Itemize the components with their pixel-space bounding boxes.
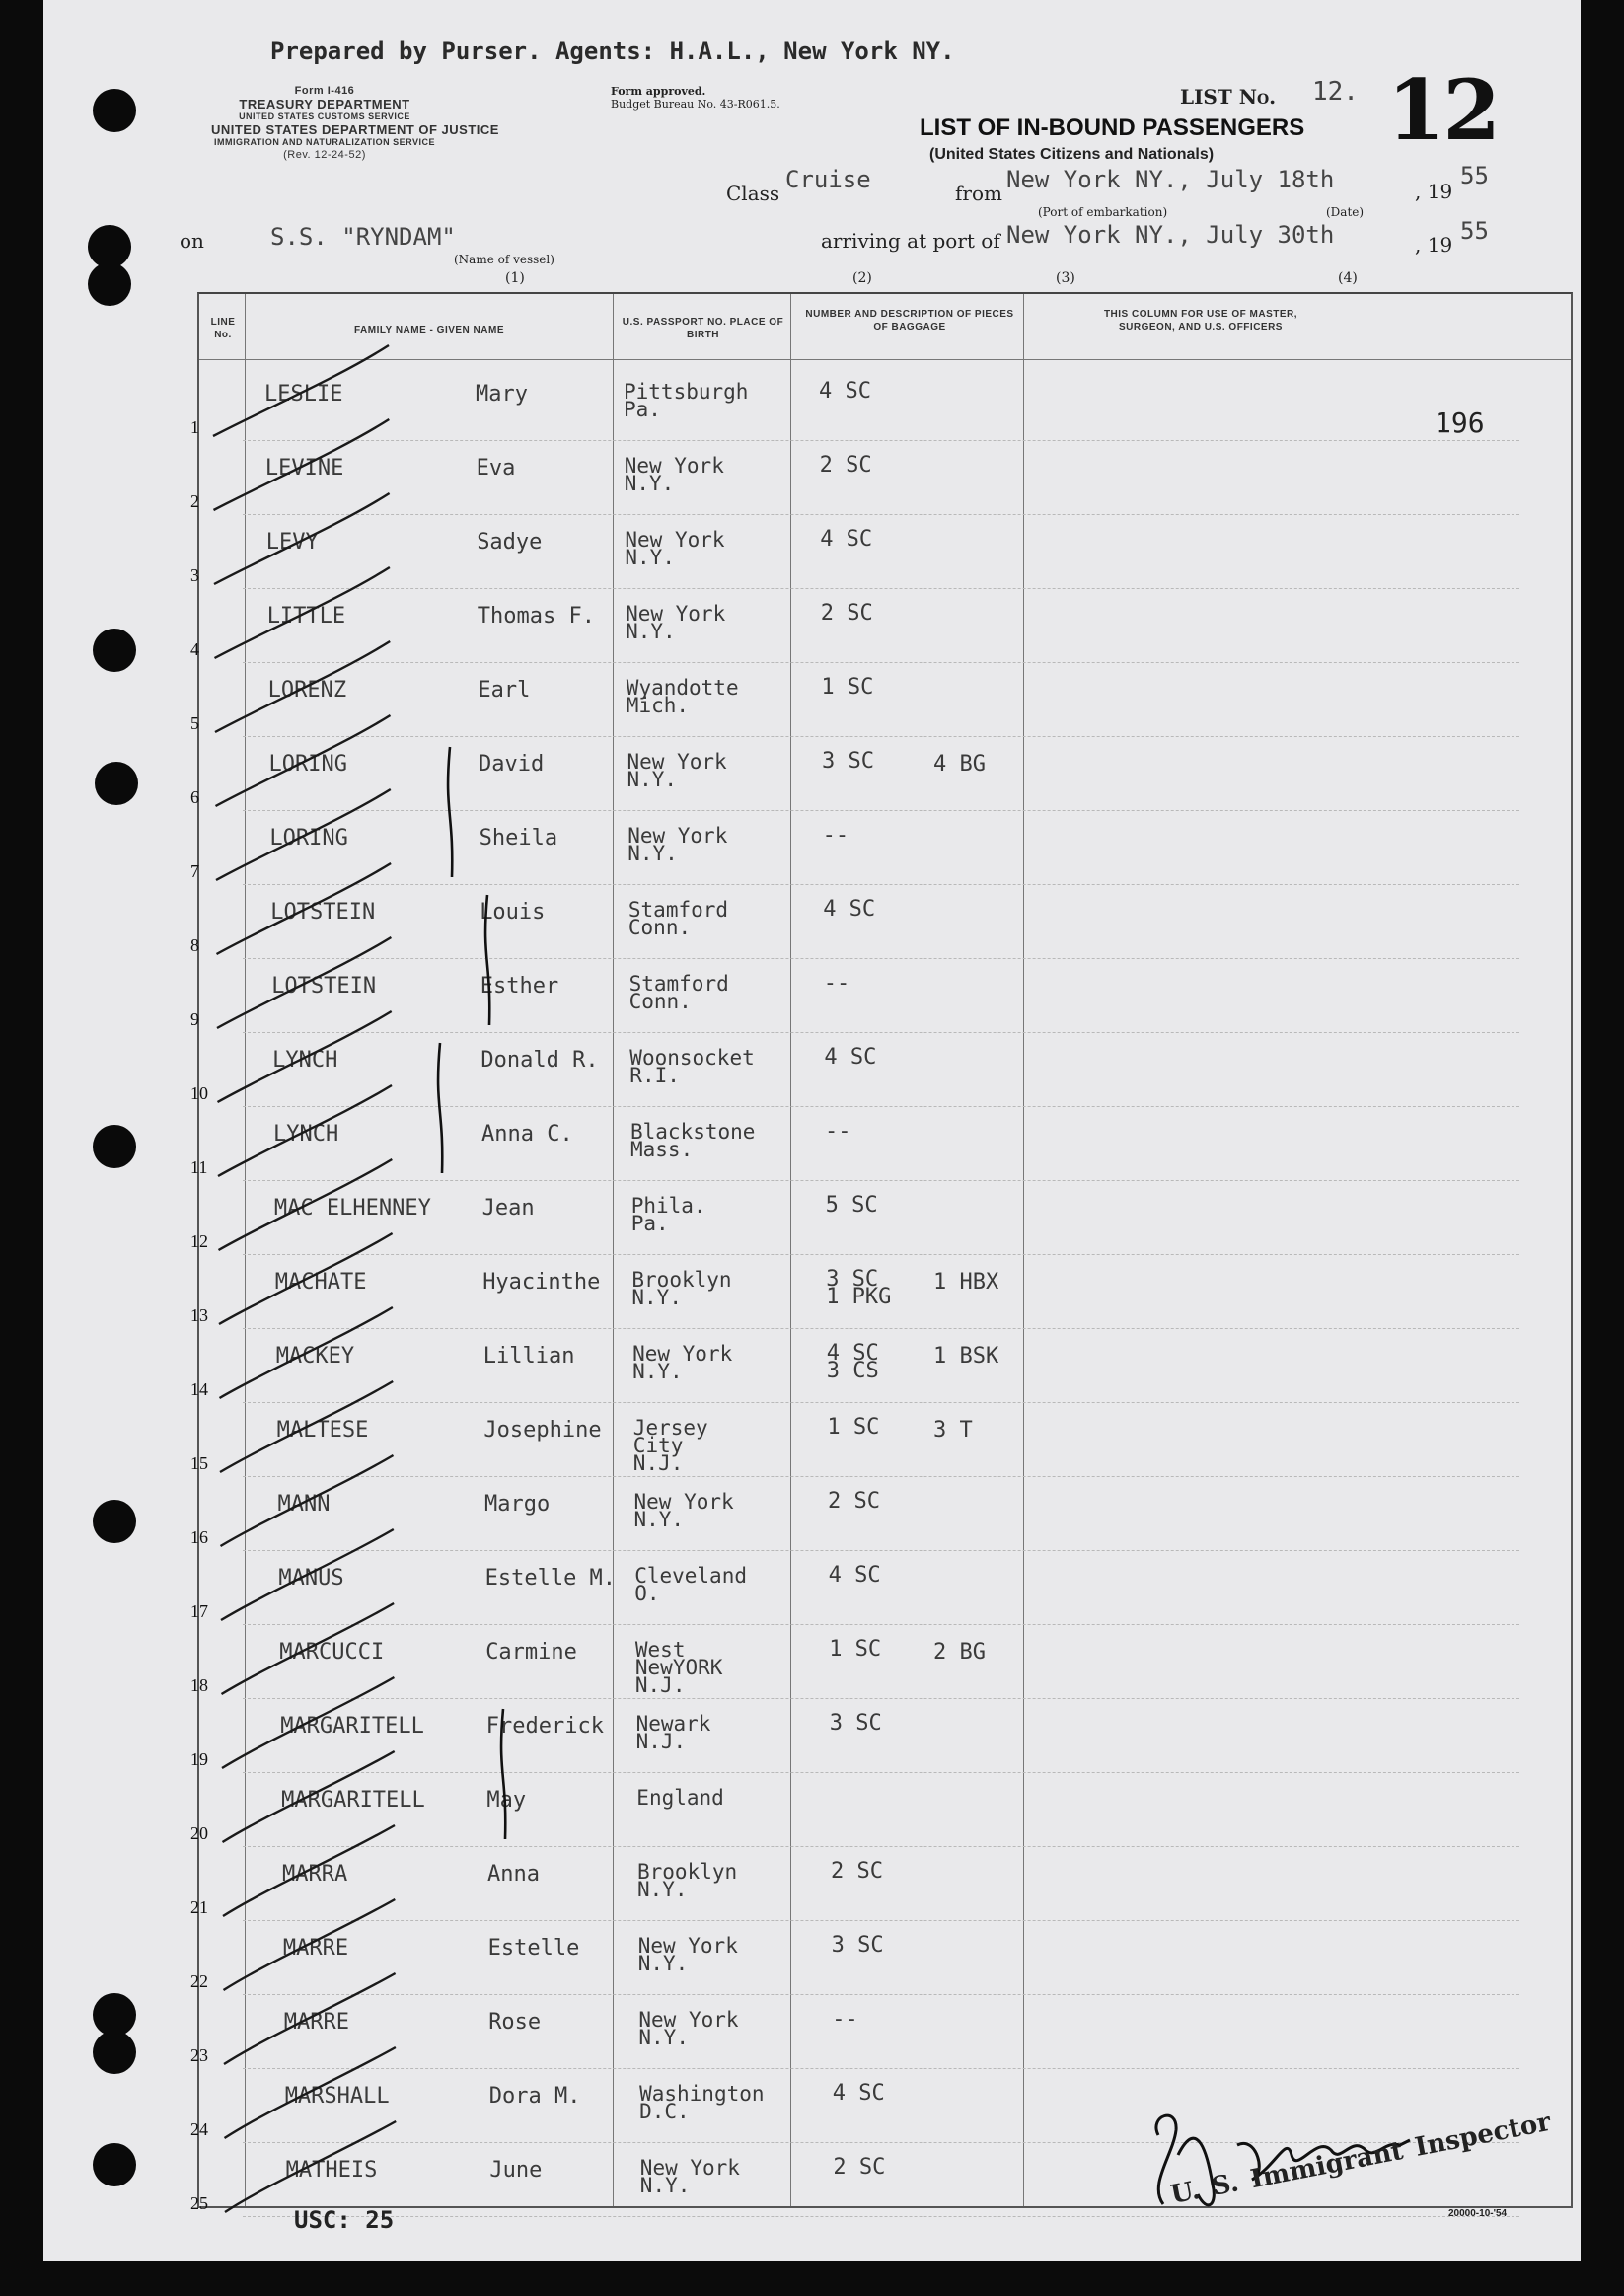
budget-label: Budget Bureau No. 43-R061.5. bbox=[611, 98, 780, 111]
check-mark bbox=[222, 1677, 394, 1768]
given-name: May bbox=[486, 1788, 527, 1813]
baggage-primary: 2 SC bbox=[819, 453, 872, 478]
given-name: Sadye bbox=[477, 530, 543, 555]
family-name: LORENZ bbox=[267, 678, 347, 703]
given-name: David bbox=[479, 752, 545, 777]
baggage-primary: -- bbox=[823, 971, 850, 996]
family-name: LESLIE bbox=[264, 382, 343, 407]
line-number: 15 bbox=[190, 1453, 208, 1473]
baggage-secondary: 4 BG bbox=[933, 752, 986, 777]
place-of-birth: Pittsburgh Pa. bbox=[624, 380, 749, 421]
place-of-birth: New York N.Y. bbox=[625, 528, 725, 569]
column-header-name: FAMILY NAME - GIVEN NAME bbox=[353, 325, 504, 335]
baggage-primary: 4 SC bbox=[820, 527, 873, 552]
check-mark bbox=[216, 789, 391, 880]
list-no-label: LIST No. bbox=[1180, 85, 1277, 109]
given-name: Louis bbox=[480, 900, 546, 925]
stamped-list-number: 12 bbox=[1387, 61, 1499, 159]
line-number: 16 bbox=[190, 1527, 208, 1547]
place-of-birth: Newark N.J. bbox=[635, 1712, 711, 1753]
line-number: 4 bbox=[190, 639, 199, 659]
baggage-primary: 4 SC bbox=[823, 897, 876, 922]
place-of-birth: Brooklyn N.Y. bbox=[637, 1860, 738, 1901]
family-name: LYNCH bbox=[273, 1122, 339, 1147]
family-name: MARCUCCI bbox=[279, 1640, 385, 1665]
baggage-primary: 2 SC bbox=[831, 1859, 883, 1884]
given-name: Anna C. bbox=[481, 1122, 573, 1147]
column-number-1: (1) bbox=[505, 270, 525, 286]
column-number-4: (4) bbox=[1338, 270, 1358, 286]
document-page bbox=[43, 0, 1581, 2261]
justice-label: UNITED STATES DEPARTMENT OF JUSTICE bbox=[211, 122, 499, 137]
check-mark bbox=[225, 2047, 396, 2138]
line-number: 6 bbox=[190, 787, 199, 807]
check-mark bbox=[224, 1973, 396, 2064]
check-mark bbox=[222, 1603, 395, 1694]
baggage-primary: 2 SC bbox=[833, 2155, 886, 2180]
baggage-primary: -- bbox=[822, 823, 849, 848]
baggage-secondary: 2 BG bbox=[933, 1640, 986, 1665]
check-mark bbox=[215, 641, 390, 732]
check-mark bbox=[214, 493, 390, 584]
family-name: LORING bbox=[269, 826, 348, 851]
on-label: on bbox=[180, 229, 204, 253]
line-number: 18 bbox=[190, 1675, 208, 1695]
family-name: LOTSTEIN bbox=[270, 900, 376, 925]
given-name: Lillian bbox=[482, 1344, 575, 1369]
baggage-primary: 4 SC bbox=[819, 379, 871, 404]
family-name: LOTSTEIN bbox=[271, 974, 377, 999]
date-caption: (Date) bbox=[1326, 205, 1365, 219]
usc-count: USC: 25 bbox=[294, 2206, 395, 2234]
given-name: Estelle bbox=[487, 1936, 580, 1961]
check-mark bbox=[218, 1085, 392, 1176]
given-name: Sheila bbox=[479, 826, 558, 851]
family-name: MATHEIS bbox=[285, 2158, 378, 2183]
place-of-birth: Blackstone Mass. bbox=[630, 1120, 756, 1161]
check-mark bbox=[217, 937, 391, 1028]
place-of-birth: Wyandotte Mich. bbox=[626, 676, 739, 717]
column-number-3: (3) bbox=[1056, 270, 1075, 286]
customs-label: UNITED STATES CUSTOMS SERVICE bbox=[239, 111, 410, 121]
place-of-birth: New York N.Y. bbox=[632, 1342, 733, 1383]
line-number: 8 bbox=[190, 935, 199, 955]
line-number: 13 bbox=[190, 1305, 208, 1325]
officer-note: 196 bbox=[1435, 407, 1485, 439]
class-value: Cruise bbox=[785, 166, 871, 193]
place-of-birth: Stamford Conn. bbox=[628, 972, 729, 1013]
column-header-baggage: NUMBER AND DESCRIPTION OF PIECES OF BAGGAGE bbox=[805, 309, 1014, 333]
line-number: 3 bbox=[190, 565, 199, 585]
baggage-primary: -- bbox=[832, 2007, 858, 2032]
line-number: 17 bbox=[190, 1601, 208, 1621]
vessel-caption: (Name of vessel) bbox=[454, 253, 554, 266]
form-approved-label: Form approved. bbox=[611, 85, 706, 98]
baggage-primary: 4 SC bbox=[832, 2081, 885, 2106]
arrival-year: 55 bbox=[1460, 217, 1489, 245]
given-name: Anna bbox=[487, 1862, 540, 1887]
baggage-primary: 3 SC bbox=[822, 749, 874, 774]
check-mark bbox=[221, 1455, 394, 1546]
family-name: MANN bbox=[277, 1492, 331, 1517]
place-of-birth: Brooklyn N.Y. bbox=[631, 1268, 732, 1309]
place-of-birth: Woonsocket R.I. bbox=[629, 1046, 755, 1087]
given-name: Frederick bbox=[485, 1714, 605, 1739]
check-mark bbox=[218, 1011, 392, 1102]
check-mark bbox=[220, 1381, 393, 1472]
check-marks bbox=[43, 0, 1581, 2261]
baggage-secondary: 3 T bbox=[933, 1418, 973, 1443]
baggage-primary: -- bbox=[825, 1119, 851, 1144]
baggage-primary: 2 SC bbox=[820, 601, 873, 626]
list-no-value: 12. bbox=[1312, 77, 1359, 107]
place-of-birth: New York N.Y. bbox=[627, 750, 727, 791]
family-name: MACKEY bbox=[275, 1344, 355, 1369]
line-number: 22 bbox=[190, 1971, 208, 1991]
page-subtitle: (United States Citizens and Nationals) bbox=[929, 146, 1215, 163]
place-of-birth: New York N.Y. bbox=[626, 602, 726, 643]
column-header-officers: THIS COLUMN FOR USE OF MASTER, SURGEON, AND U.S. OFFICERS bbox=[1103, 309, 1298, 333]
check-mark bbox=[216, 715, 391, 806]
given-name: Carmine bbox=[485, 1640, 577, 1665]
check-mark bbox=[223, 1751, 395, 1842]
line-number: 11 bbox=[190, 1157, 208, 1177]
baggage-primary: 2 SC bbox=[828, 1489, 880, 1514]
line-number: 9 bbox=[190, 1009, 199, 1029]
column-header-passport: U.S. PASSPORT NO. PLACE OF BIRTH bbox=[622, 317, 784, 340]
check-mark bbox=[213, 345, 389, 436]
line-number: 23 bbox=[190, 2045, 208, 2065]
family-name: MARGARITELL bbox=[280, 1714, 424, 1739]
from-value: New York NY., July 18th bbox=[1006, 166, 1335, 193]
place-of-birth: New York N.Y. bbox=[633, 1490, 734, 1531]
given-name: Esther bbox=[480, 974, 559, 999]
place-of-birth: New York N.Y. bbox=[627, 824, 728, 865]
check-mark bbox=[221, 1529, 394, 1620]
immigration-label: IMMIGRATION AND NATURALIZATION SERVICE bbox=[214, 137, 435, 147]
family-name: LYNCH bbox=[272, 1048, 338, 1073]
given-name: Rose bbox=[488, 2010, 542, 2035]
from-label: from bbox=[955, 182, 1002, 205]
line-number: 20 bbox=[190, 1823, 208, 1843]
place-of-birth: Stamford Conn. bbox=[627, 898, 729, 939]
from-year: 55 bbox=[1460, 162, 1489, 189]
baggage-primary: 1 SC bbox=[827, 1415, 880, 1440]
family-name: LEVY bbox=[265, 530, 319, 555]
given-name: Dora M. bbox=[488, 2084, 581, 2109]
column-number-2: (2) bbox=[852, 270, 872, 286]
check-mark bbox=[224, 1899, 396, 1990]
given-name: Thomas F. bbox=[477, 604, 596, 629]
place-of-birth: New York N.Y. bbox=[639, 2156, 740, 2197]
given-name: Jean bbox=[481, 1196, 535, 1221]
baggage-secondary: 1 HBX bbox=[933, 1270, 999, 1295]
given-name: June bbox=[489, 2158, 543, 2183]
family-bracket bbox=[485, 895, 489, 1025]
family-name: LEVINE bbox=[264, 456, 344, 481]
line-number: 21 bbox=[190, 1897, 208, 1917]
line-number: 25 bbox=[190, 2193, 208, 2213]
baggage-primary: 1 SC bbox=[829, 1637, 882, 1662]
prepared-by-line: Prepared by Purser. Agents: H.A.L., New York NY. bbox=[270, 37, 955, 65]
family-name: MALTESE bbox=[276, 1418, 369, 1443]
inspector-title: U. S. Immigrant Inspector bbox=[1168, 2107, 1554, 2210]
baggage-primary: 3 SC bbox=[831, 1933, 884, 1958]
family-name: MARGARITELL bbox=[281, 1788, 425, 1813]
arriving-value: New York NY., July 30th bbox=[1006, 221, 1335, 249]
column-header-line-no: LINE No. bbox=[210, 317, 236, 340]
place-of-birth: New York N.Y. bbox=[638, 2008, 739, 2049]
given-name: Eva bbox=[476, 456, 516, 481]
family-name: LORING bbox=[268, 752, 347, 777]
baggage-primary: 3 SC bbox=[829, 1711, 882, 1736]
family-name: MARRE bbox=[283, 2010, 350, 2035]
place-of-birth: Cleveland O. bbox=[634, 1564, 747, 1605]
line-number: 14 bbox=[190, 1379, 208, 1399]
baggage-primary: 4 SC bbox=[824, 1045, 877, 1070]
place-of-birth: Washington D.C. bbox=[639, 2082, 765, 2123]
given-name: Donald R. bbox=[480, 1048, 599, 1073]
check-mark bbox=[220, 1307, 393, 1398]
family-name: MANUS bbox=[278, 1566, 344, 1591]
line-number: 12 bbox=[190, 1231, 208, 1251]
line-number: 2 bbox=[190, 491, 199, 511]
check-mark bbox=[219, 1233, 393, 1324]
port-embarkation-caption: (Port of embarkation) bbox=[1038, 205, 1168, 219]
family-name: MARRA bbox=[282, 1862, 348, 1887]
print-code: 20000-10-'54 bbox=[1448, 2208, 1508, 2219]
line-number: 24 bbox=[190, 2119, 208, 2139]
place-of-birth: New York N.Y. bbox=[637, 1934, 738, 1975]
place-of-birth: Jersey City N.J. bbox=[632, 1416, 708, 1475]
check-mark bbox=[217, 863, 392, 954]
family-bracket bbox=[438, 1043, 442, 1173]
arriving-label: arriving at port of bbox=[821, 229, 1000, 253]
line-number: 1 bbox=[190, 417, 199, 437]
given-name: Earl bbox=[478, 678, 531, 703]
page-title: LIST OF IN-BOUND PASSENGERS bbox=[920, 114, 1305, 141]
given-name: Estelle M. bbox=[484, 1566, 617, 1591]
class-label: Class bbox=[726, 182, 780, 205]
family-name: MARSHALL bbox=[284, 2084, 390, 2109]
form-number: Form I-416 bbox=[294, 85, 355, 97]
treasury-label: TREASURY DEPARTMENT bbox=[239, 97, 410, 111]
place-of-birth: Phila. Pa. bbox=[630, 1194, 706, 1235]
baggage-primary: 4 SC 3 CS bbox=[826, 1341, 879, 1383]
family-name: MACHATE bbox=[274, 1270, 367, 1295]
given-name: Mary bbox=[476, 382, 528, 407]
check-mark bbox=[225, 2121, 396, 2212]
check-mark bbox=[214, 419, 390, 510]
baggage-secondary: 1 BSK bbox=[933, 1344, 999, 1369]
family-name: MARRE bbox=[282, 1936, 349, 1961]
family-bracket bbox=[448, 747, 452, 877]
check-mark bbox=[215, 567, 390, 658]
baggage-primary: 1 SC bbox=[821, 675, 874, 700]
family-name: MAC ELHENNEY bbox=[273, 1196, 431, 1221]
vessel-name: S.S. "RYNDAM" bbox=[270, 223, 456, 251]
check-mark bbox=[219, 1159, 393, 1250]
family-bracket bbox=[501, 1709, 505, 1839]
revision-label: (Rev. 12-24-52) bbox=[283, 149, 366, 161]
baggage-primary: 4 SC bbox=[828, 1563, 881, 1588]
given-name: Josephine bbox=[483, 1418, 602, 1443]
given-name: Margo bbox=[484, 1492, 551, 1517]
place-of-birth: England bbox=[636, 1786, 724, 1810]
place-of-birth: New York N.Y. bbox=[624, 454, 724, 495]
given-name: Hyacinthe bbox=[482, 1270, 601, 1295]
line-number: 19 bbox=[190, 1749, 208, 1769]
line-number: 10 bbox=[190, 1083, 208, 1103]
line-number: 7 bbox=[190, 861, 199, 881]
line-number: 5 bbox=[190, 713, 199, 733]
from-year-prefix: , 19 bbox=[1415, 180, 1453, 203]
baggage-primary: 3 SC 1 PKG bbox=[826, 1267, 892, 1309]
place-of-birth: West NewYORK N.J. bbox=[634, 1638, 723, 1697]
arrival-year-prefix: , 19 bbox=[1415, 233, 1453, 257]
family-name: LITTLE bbox=[266, 604, 346, 629]
check-mark bbox=[223, 1825, 395, 1916]
baggage-primary: 5 SC bbox=[825, 1193, 878, 1218]
